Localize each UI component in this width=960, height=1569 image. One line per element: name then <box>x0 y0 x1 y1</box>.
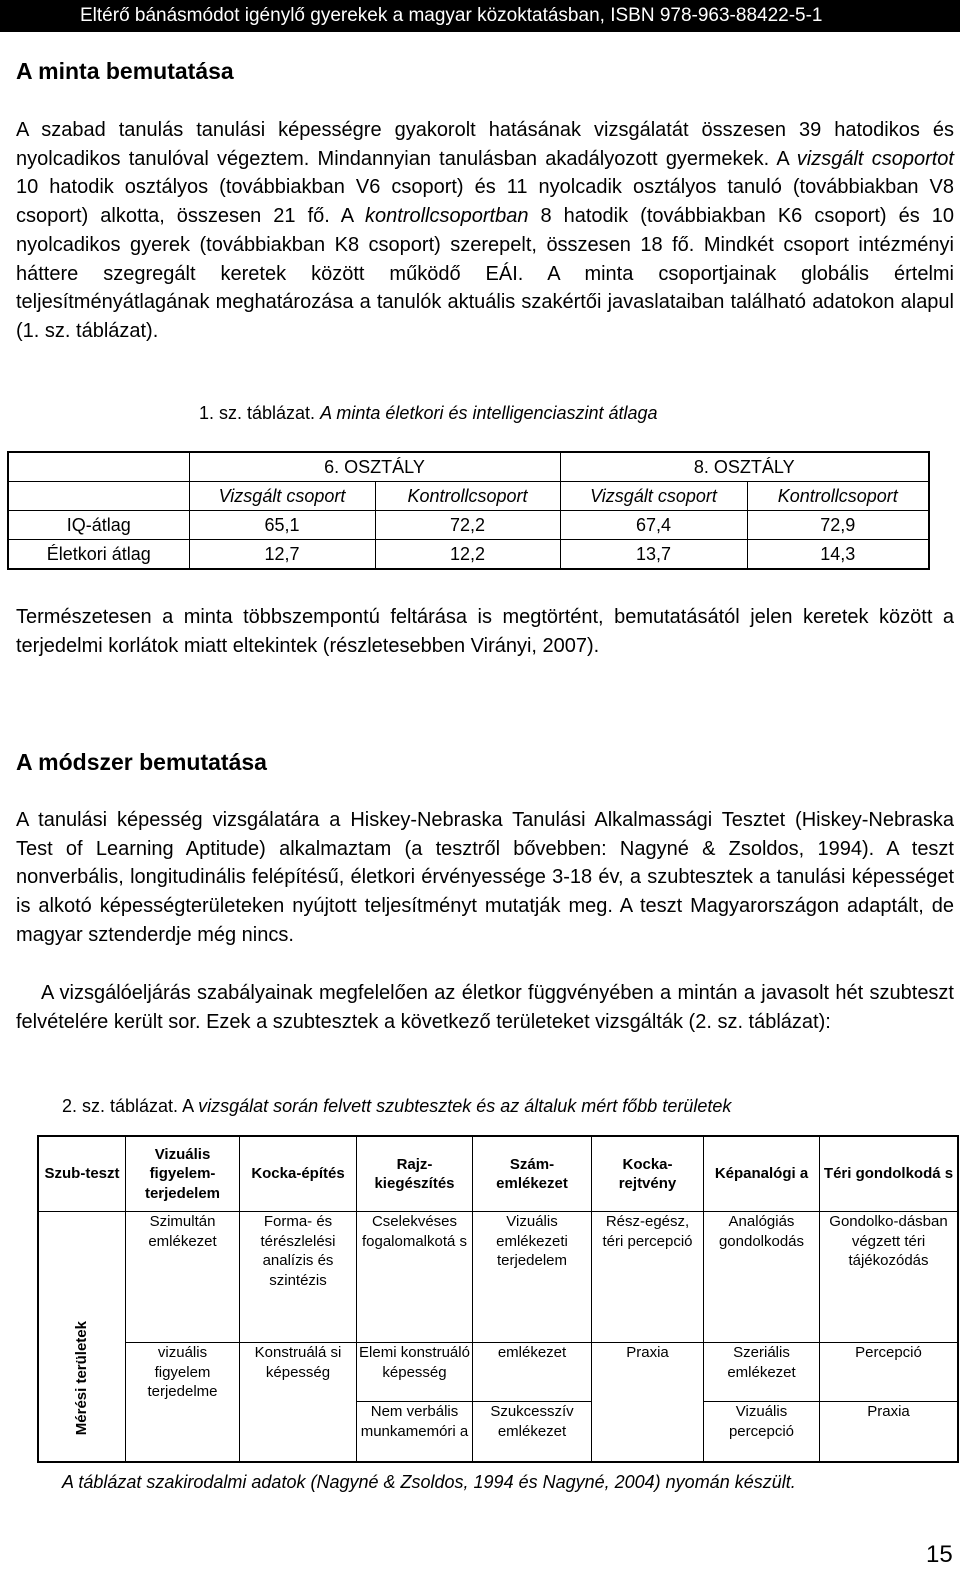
paragraph-feltaras: Természetesen a minta többszempontú feltárása is megtörtént, bemutatásától jelen keretek között a terjedelmi korlátok miatt eltekintek (részletesebben Virányi, 2007). <box>16 606 954 657</box>
running-header <box>0 0 960 32</box>
table-row <box>8 511 929 540</box>
table-footnote: A táblázat szakirodalmi adatok (Nagyné & Zsoldos, 1994 és Nagyné, 2004) nyomán készült. <box>62 1472 796 1492</box>
page-number: 15 <box>926 1541 953 1568</box>
table-cell <box>126 1402 240 1462</box>
table-cell: 13,7 <box>560 540 747 570</box>
table-cell: 67,4 <box>560 511 747 540</box>
table2-caption <box>62 1096 731 1117</box>
italic-term: vizsgált csoportot <box>796 147 954 170</box>
table-cell <box>240 1402 357 1462</box>
paragraph-text: 10 hatodik osztályos (továbbiakban V6 csoport) és 11 nyolcadik osztályos tanuló (továbbiakban V8 csoport) alkotta, összesen 21 fő. A <box>16 176 954 228</box>
table-cell: vizuális figyelem terjedelme <box>126 1343 240 1402</box>
table-header: Rajz-kiegészítés <box>357 1136 473 1212</box>
table-cell: Analógiás gondolkodás <box>704 1212 820 1343</box>
paragraph-modszer-2: A vizsgálóeljárás szabályainak megfelelően az életkor függvényében a mintán a javasolt hét szubteszt felvételére került sor. Ezek a szubtesztek a következő területeket vizsgálták (2. sz. táblázat): <box>16 982 954 1033</box>
table-row <box>38 1343 958 1402</box>
paragraph-minta <box>16 116 954 346</box>
italic-term: kontrollcsoportban <box>365 205 529 228</box>
table-corner <box>8 452 189 482</box>
caption-number: 2. sz. táblázat. A <box>62 1096 199 1116</box>
table-corner <box>8 482 189 511</box>
table-header: Képanalógi a <box>704 1136 820 1212</box>
caption-title: vizsgálat során felvett szubtesztek és az általuk mért főbb területek <box>198 1096 732 1116</box>
table-cell: 72,9 <box>747 511 929 540</box>
table-cell: Szimultán emlékezet <box>126 1212 240 1343</box>
table-cell: Cselekvéses fogalomalkotá s <box>357 1212 473 1343</box>
table-cell: emlékezet <box>473 1343 592 1402</box>
row-label: IQ-átlag <box>8 511 189 540</box>
side-label: Mérési területek <box>73 1321 91 1436</box>
running-header-text: Eltérő bánásmódot igénylő gyerekek a magyar közoktatásban, ISBN 978-963-88422-5-1 <box>80 5 823 26</box>
table-row <box>38 1402 958 1462</box>
side-label-cell <box>38 1212 126 1462</box>
table-cell: 12,7 <box>189 540 375 570</box>
table-sub-header: Kontrollcsoport <box>375 482 560 511</box>
caption-title: A minta életkori és intelligenciaszint átlaga <box>320 403 658 423</box>
table-header: Kocka-építés <box>240 1136 357 1212</box>
table-sub-header: Vizsgált csoport <box>189 482 375 511</box>
table-cell: 14,3 <box>747 540 929 570</box>
paragraph-modszer-1: A tanulási képesség vizsgálatára a Hiskey-Nebraska Tanulási Alkalmassági Tesztet (Hiskey-Nebraska Test of Learning Aptitude) alkalmaztam (a tesztről bővebben: Nagyné & Zsoldos, 1994). A teszt nonverbális, longitudinális felépítésű, életkori érvényessége 3-18 év, a szubtesztek a tanulási képességet is alkotó képességterületeken nyújtott teljesítményt mutatják meg. A teszt Magyarországon adaptált, de magyar sztenderdje még nincs. <box>16 809 954 946</box>
paragraph-text: 8 hatodik (továbbiakban K6 csoport) és 10 nyolcadikos gyerek (továbbiakban K8 csoport) szerepelt, összesen 18 fő. Mindkét csoport intézményi háttere szegregált keretek között működő EÁI. A minta csoportjainak globális értelmi teljesítményátlagának meghatározása a tanulók aktuális szakértői javaslataiban található adatokon alapul (1. sz. táblázat). <box>16 205 954 342</box>
table-header: Vizuális figyelem-terjedelem <box>126 1136 240 1212</box>
table-cell: Nem verbális munkamemóri a <box>357 1402 473 1462</box>
table-cell: Gondolko-dásban végzett téri tájékozódás <box>820 1212 959 1343</box>
table-cell: 65,1 <box>189 511 375 540</box>
table-row <box>38 1212 958 1343</box>
caption-number: 1. sz. táblázat. <box>199 403 321 423</box>
table-header: Téri gondolkodá s <box>820 1136 959 1212</box>
table-age-iq <box>7 451 930 570</box>
table-cell: Praxia <box>820 1402 959 1462</box>
table-group-header: 6. OSZTÁLY <box>189 452 560 482</box>
table-cell: Elemi konstruáló képesség <box>357 1343 473 1402</box>
table-header: Szám-emlékezet <box>473 1136 592 1212</box>
table-cell: 12,2 <box>375 540 560 570</box>
section-heading-modszer: A módszer bemutatása <box>16 749 267 775</box>
table-subtests <box>37 1135 959 1463</box>
table-group-header: 8. OSZTÁLY <box>560 452 929 482</box>
table-cell: Szukcesszív emlékezet <box>473 1402 592 1462</box>
table-sub-header: Kontrollcsoport <box>747 482 929 511</box>
table-cell: Praxia <box>592 1343 704 1402</box>
table-cell: 72,2 <box>375 511 560 540</box>
table-row <box>8 540 929 570</box>
table-header: Szub-teszt <box>38 1136 126 1212</box>
table-cell: Vizuális emlékezeti terjedelem <box>473 1212 592 1343</box>
table-sub-header: Vizsgált csoport <box>560 482 747 511</box>
table-cell <box>592 1402 704 1462</box>
table-cell: Percepció <box>820 1343 959 1402</box>
row-label: Életkori átlag <box>8 540 189 570</box>
table-cell: Rész-egész, téri percepció <box>592 1212 704 1343</box>
table-cell: Vizuális percepció <box>704 1402 820 1462</box>
section-heading-minta: A minta bemutatása <box>16 58 234 84</box>
table-cell: Konstruálá si képesség <box>240 1343 357 1402</box>
paragraph-text: A szabad tanulás tanulási képességre gyakorolt hatásának vizsgálatát összesen 39 hatodikos és nyolcadikos tanulóval végeztem. Mindannyian tanulásban akadályozott gyermekek. A <box>16 119 954 170</box>
table-cell: Forma- és térészlelési analízis és szintézis <box>240 1212 357 1343</box>
table-cell: Szeriális emlékezet <box>704 1343 820 1402</box>
table1-caption <box>199 403 658 424</box>
table-header: Kocka-rejtvény <box>592 1136 704 1212</box>
